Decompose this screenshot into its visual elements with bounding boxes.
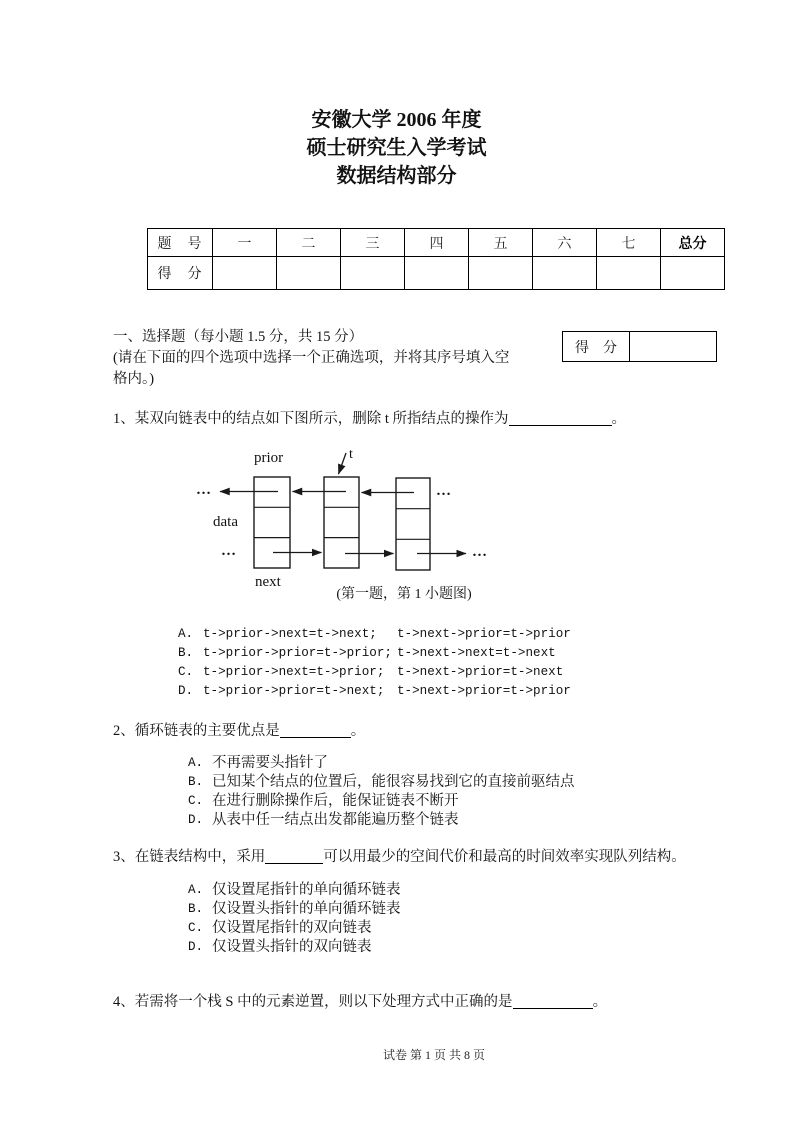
section-heading-text: 一、选择题（每小题 1.5 分，共 15 分） bbox=[113, 329, 364, 345]
figure-caption: (第一题，第 1 小题图) bbox=[336, 587, 472, 602]
q1-option-a bbox=[178, 625, 571, 644]
q2-option-b-label: B. bbox=[188, 774, 204, 789]
q1-option-b-label: B. bbox=[178, 646, 194, 660]
list-node-left bbox=[254, 477, 290, 568]
col-3: 三 bbox=[341, 229, 405, 257]
score-summary-table bbox=[147, 228, 725, 290]
row-label-question-number: 题 号 bbox=[148, 229, 213, 257]
col-5: 五 bbox=[469, 229, 533, 257]
q3-option-c bbox=[188, 919, 401, 938]
q2-option-b-text: 已知某个结点的位置后，能很容易找到它的直接前驱结点 bbox=[212, 773, 575, 790]
list-node-right bbox=[396, 478, 430, 570]
ellipsis-bottom-right: … bbox=[472, 544, 487, 560]
q2-option-b bbox=[188, 773, 575, 792]
q1-stem-end: 。 bbox=[611, 411, 627, 427]
q2-option-d-label: D. bbox=[188, 812, 204, 827]
score-cell-5 bbox=[469, 257, 533, 290]
ellipsis-top-left: … bbox=[196, 482, 211, 498]
title-line-2: 硕士研究生入学考试 bbox=[306, 137, 487, 159]
q1-option-b-left: t->prior->prior=t->prior; bbox=[203, 646, 392, 660]
title-line-3: 数据结构部分 bbox=[336, 165, 457, 187]
score-cell-7 bbox=[597, 257, 661, 290]
question-1-stem bbox=[113, 407, 626, 428]
section-1-heading bbox=[113, 327, 573, 390]
score-cell-3 bbox=[341, 257, 405, 290]
q1-option-d-label: D. bbox=[178, 684, 194, 698]
question-2-options bbox=[188, 754, 575, 830]
exam-title bbox=[0, 106, 793, 190]
question-2-stem bbox=[113, 719, 365, 740]
section-score-box bbox=[562, 331, 717, 362]
q1-option-a-left: t->prior->next=t->next; bbox=[203, 627, 377, 641]
q2-option-d bbox=[188, 811, 575, 830]
q2-option-c bbox=[188, 792, 575, 811]
score-box-value bbox=[630, 332, 717, 362]
question-4-stem bbox=[113, 990, 607, 1011]
score-cell-6 bbox=[533, 257, 597, 290]
q1-option-d-right: t->next->prior=t->prior bbox=[397, 684, 571, 698]
q1-option-d bbox=[178, 682, 571, 701]
col-total: 总分 bbox=[661, 229, 725, 257]
col-2: 二 bbox=[277, 229, 341, 257]
question-3-options bbox=[188, 881, 401, 957]
q2-stem-end: 。 bbox=[350, 723, 366, 739]
t-pointer-arrow bbox=[339, 453, 347, 474]
col-4: 四 bbox=[405, 229, 469, 257]
q1-option-a-right: t->next->prior=t->prior bbox=[397, 627, 571, 641]
t-label: t bbox=[349, 447, 353, 462]
section-note-line-2: 格内。) bbox=[113, 371, 155, 387]
q3-option-a-text: 仅设置尾指针的单向循环链表 bbox=[212, 882, 401, 898]
q3-option-a-label: A. bbox=[188, 883, 204, 897]
col-1: 一 bbox=[213, 229, 277, 257]
ellipsis-top-right: … bbox=[436, 483, 451, 499]
q2-option-a-text: 不再需要头指针了 bbox=[212, 755, 328, 771]
score-cell-total bbox=[661, 257, 725, 290]
q2-option-c-text: 在进行删除操作后，能保证链表不断开 bbox=[212, 792, 459, 809]
q1-option-b-right: t->next->next=t->next bbox=[397, 646, 556, 660]
question-1-options bbox=[178, 625, 571, 701]
score-row bbox=[148, 257, 725, 290]
row-label-score: 得 分 bbox=[148, 257, 213, 290]
q1-option-c-right: t->next->prior=t->next bbox=[397, 665, 564, 679]
q2-option-a-label: A. bbox=[188, 756, 204, 770]
q3-answer-blank bbox=[265, 850, 323, 864]
q3-option-d-label: D. bbox=[188, 939, 204, 954]
q3-option-d-text: 仅设置头指针的双向链表 bbox=[212, 938, 372, 955]
q3-option-d bbox=[188, 938, 401, 957]
q4-answer-blank bbox=[513, 995, 593, 1009]
q1-option-c-label: C. bbox=[178, 665, 194, 679]
section-note-line-1: (请在下面的四个选项中选择一个正确选项，并将其序号填入空 bbox=[113, 350, 510, 366]
q1-option-a-label: A. bbox=[178, 627, 194, 641]
q2-stem-text: 2、循环链表的主要优点是 bbox=[113, 723, 280, 739]
list-node-middle bbox=[324, 477, 359, 568]
q1-option-c bbox=[178, 663, 571, 682]
score-cell-4 bbox=[405, 257, 469, 290]
q1-answer-blank bbox=[509, 412, 612, 426]
score-cell-1 bbox=[213, 257, 277, 290]
title-line-1: 安徽大学 2006 年度 bbox=[311, 109, 482, 131]
q3-option-c-text: 仅设置尾指针的双向链表 bbox=[212, 919, 372, 936]
question-3-stem bbox=[113, 845, 686, 866]
score-cell-2 bbox=[277, 257, 341, 290]
col-6: 六 bbox=[533, 229, 597, 257]
question-number-row bbox=[148, 229, 725, 257]
q3-option-b-label: B. bbox=[188, 901, 204, 916]
page-footer: 试卷 第 1 页 共 8 页 bbox=[382, 1048, 485, 1062]
q4-stem-end: 。 bbox=[592, 994, 608, 1010]
data-label: data bbox=[213, 514, 238, 530]
q2-option-a bbox=[188, 754, 575, 773]
q1-option-c-left: t->prior->next=t->prior; bbox=[203, 665, 385, 679]
q3-option-b-text: 仅设置头指针的单向循环链表 bbox=[212, 900, 401, 917]
prior-label: prior bbox=[254, 450, 284, 466]
q4-stem-text: 4、若需将一个栈 S 中的元素逆置，则以下处理方式中正确的是 bbox=[113, 994, 513, 1010]
q2-answer-blank bbox=[280, 724, 351, 738]
q3-option-b bbox=[188, 900, 401, 919]
q1-linked-list-figure bbox=[188, 443, 500, 605]
score-box-label: 得 分 bbox=[563, 332, 630, 362]
col-7: 七 bbox=[597, 229, 661, 257]
q3-option-a bbox=[188, 881, 401, 900]
q2-option-c-label: C. bbox=[188, 793, 204, 808]
q1-option-b bbox=[178, 644, 571, 663]
next-label: next bbox=[255, 574, 281, 590]
q3-stem-text: 3、在链表结构中，采用 bbox=[113, 849, 266, 865]
q3-option-c-label: C. bbox=[188, 920, 204, 935]
q3-stem-mid: 可以用最少的空间代价和最高的时间效率实现队列结构。 bbox=[323, 849, 686, 865]
ellipsis-bottom-left: … bbox=[221, 543, 236, 559]
q1-option-d-left: t->prior->prior=t->next; bbox=[203, 684, 385, 698]
q1-stem-text: 1、某双向链表中的结点如下图所示，删除 t 所指结点的操作为 bbox=[113, 411, 509, 427]
q2-option-d-text: 从表中任一结点出发都能遍历整个链表 bbox=[212, 811, 459, 828]
